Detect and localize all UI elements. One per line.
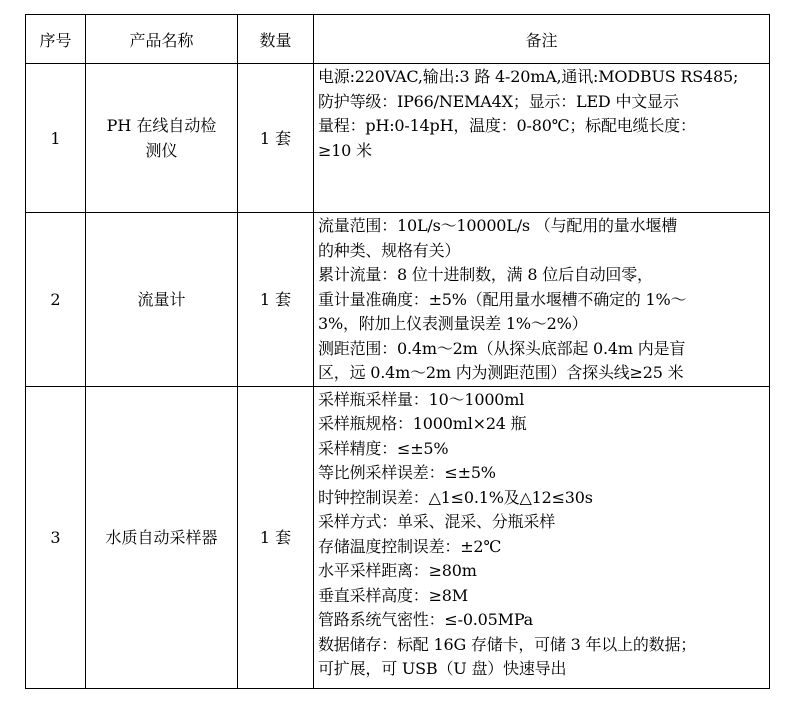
header-quantity: 数量	[238, 15, 314, 64]
remark-line: 数据储存：标配 16G 存储卡，可储 3 年以上的数据；	[318, 634, 697, 654]
header-product-name: 产品名称	[86, 15, 238, 64]
remark-line: 等比例采样误差：≤±5%	[318, 463, 496, 482]
remark-line: 重计量准确度：±5%（配用量水堰槽不确定的 1%～	[318, 289, 687, 309]
remark-line: 可扩展，可 USB（U 盘）快速导出	[318, 659, 567, 678]
row-product-cell	[86, 64, 238, 213]
header-index: 序号	[26, 15, 86, 64]
table-row	[26, 213, 770, 387]
remark-line: 垂直采样高度：≥8M	[318, 585, 468, 605]
remark-line: 防护等级：IP66/NEMA4X；显示：LED 中文显示	[318, 91, 679, 111]
row-quantity: 1 套	[238, 213, 314, 387]
row-remarks	[314, 386, 770, 688]
equipment-spec-table	[25, 14, 770, 689]
remark-line: 水平采样距离：≥80m	[318, 561, 477, 580]
remark-line: 区，远 0.4m～2m 内为测距范围）含探头线≥25 米	[318, 363, 684, 382]
remark-line: 测距范围：0.4m～2m（从探头底部起 0.4m 内是盲	[318, 338, 686, 358]
remark-line: 采样瓶规格：1000ml×24 瓶	[318, 414, 527, 433]
row-product-name: 水质自动采样器	[105, 527, 218, 547]
row-product-name: 流量计	[137, 289, 186, 309]
remark-line: 量程：pH:0-14pH，温度：0-80℃；标配电缆长度：	[318, 116, 696, 135]
remark-line: 时钟控制误差：△1≤0.1%及△12≤30s	[318, 487, 593, 507]
table-row	[26, 64, 770, 213]
row-product-cell	[86, 213, 238, 387]
row-index: 1	[26, 64, 86, 213]
remark-line: 累计流量：8 位十进制数，满 8 位后自动回零，	[318, 265, 653, 284]
remark-line: 采样瓶采样量：10～1000ml	[318, 389, 525, 409]
remark-line: 的种类、规格有关）	[318, 240, 461, 260]
row-quantity: 1 套	[238, 386, 314, 688]
row-product-cell	[86, 386, 238, 688]
row-quantity: 1 套	[238, 64, 314, 213]
row-remarks	[314, 213, 770, 387]
remark-line: 采样方式：单采、混采、分瓶采样	[318, 512, 556, 531]
remark-line: 3%，附加上仪表测量误差 1%～2%）	[318, 314, 588, 333]
table-row	[26, 386, 770, 688]
row-index: 3	[26, 386, 86, 688]
header-row	[26, 15, 770, 64]
header-remarks: 备注	[314, 15, 770, 64]
row-remarks	[314, 64, 770, 213]
row-index: 2	[26, 213, 86, 387]
remark-line: 管路系统气密性：≤-0.05MPa	[318, 610, 534, 629]
remark-line: 电源:220VAC,输出:3 路 4-20mA,通讯:MODBUS RS485;	[318, 67, 739, 86]
remark-line: 存储温度控制误差：±2℃	[318, 536, 502, 556]
remark-line: ≥10 米	[318, 140, 372, 160]
remark-line: 流量范围：10L/s～10000L/s （与配用的量水堰槽	[318, 216, 677, 235]
remark-line: 采样精度：≤±5%	[318, 438, 449, 458]
row-product-name: PH 在线自动检测仪	[106, 116, 217, 160]
